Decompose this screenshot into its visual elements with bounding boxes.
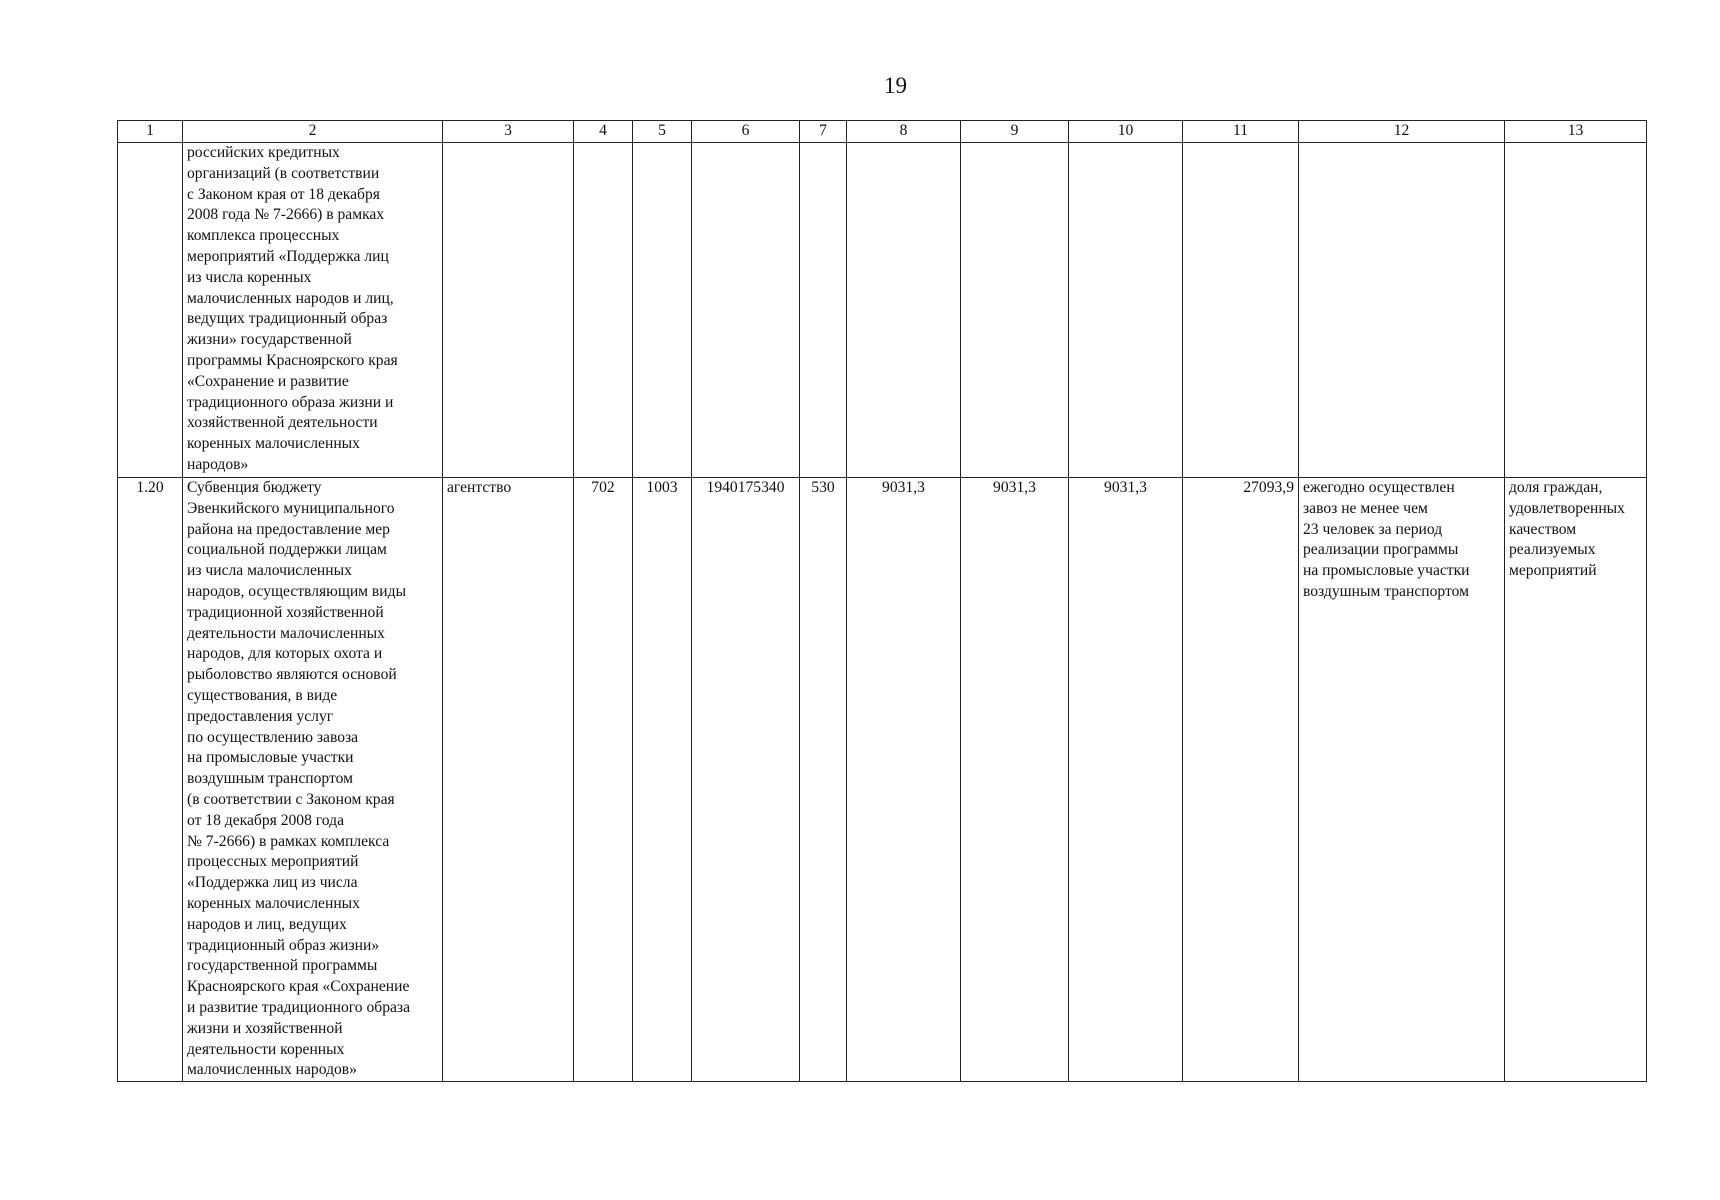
column-header: 7 xyxy=(800,121,847,143)
executor-cell: агентство xyxy=(443,478,574,1082)
amount-cell: 9031,3 xyxy=(1069,478,1183,1082)
column-header: 8 xyxy=(847,121,961,143)
row-number-cell xyxy=(118,143,183,478)
grbs-cell: 702 xyxy=(574,478,633,1082)
column-header: 11 xyxy=(1183,121,1299,143)
column-header: 9 xyxy=(961,121,1069,143)
description-cell: российских кредитных организаций (в соответствии с Законом края от 18 декабря 2008 года № 7-2666) в рамках комплекса процессных мероприятий «Поддержка лиц из числа коренных малочисленных народов и лиц, ведущих традиционный образ жизни» государственной программы Красноярского края «Сохранение и развитие традиционного образа жизни и хозяйственной деятельности коренных малочисленных народов» xyxy=(183,143,443,478)
amount-cell xyxy=(1069,143,1183,478)
result-cell: ежегодно осуществлен завоз не менее чем 23 человек за период реализации программы на промысловые участки воздушным транспортом xyxy=(1299,478,1505,1082)
total-cell: 27093,9 xyxy=(1183,478,1299,1082)
vr-cell xyxy=(800,143,847,478)
table-row xyxy=(118,478,1647,1082)
executor-cell xyxy=(443,143,574,478)
rzpr-cell xyxy=(633,143,692,478)
column-header: 4 xyxy=(574,121,633,143)
rzpr-cell: 1003 xyxy=(633,478,692,1082)
indicator-cell: доля граждан, удовлетворенных качеством реализуемых мероприятий xyxy=(1505,478,1647,1082)
description-cell: Субвенция бюджету Эвенкийского муниципального района на предоставление мер социальной поддержки лицам из числа малочисленных народов, осуществляющим виды традиционной хозяйственной деятельности малочисленных народов, для которых охота и рыболовство являются основой существования, в виде предоставления услуг по осуществлению завоза на промысловые участки воздушным транспортом (в соответствии с Законом края от 18 декабря 2008 года № 7-2666) в рамках комплекса процессных мероприятий «Поддержка лиц из числа коренных малочисленных народов и лиц, ведущих традиционный образ жизни» государственной программы Красноярского края «Сохранение и развитие традиционного образа жизни и хозяйственной деятельности коренных малочисленных народов» xyxy=(183,478,443,1082)
column-header: 6 xyxy=(692,121,800,143)
indicator-cell xyxy=(1505,143,1647,478)
column-number-row xyxy=(118,121,1647,143)
result-cell xyxy=(1299,143,1505,478)
data-table xyxy=(117,120,1647,1082)
amount-cell: 9031,3 xyxy=(847,478,961,1082)
column-header: 13 xyxy=(1505,121,1647,143)
vr-cell: 530 xyxy=(800,478,847,1082)
amount-cell xyxy=(847,143,961,478)
column-header: 5 xyxy=(633,121,692,143)
column-header: 10 xyxy=(1069,121,1183,143)
row-number-cell: 1.20 xyxy=(118,478,183,1082)
column-header: 3 xyxy=(443,121,574,143)
table-row xyxy=(118,143,1647,478)
total-cell xyxy=(1183,143,1299,478)
column-header: 12 xyxy=(1299,121,1505,143)
page-number: 19 xyxy=(884,73,907,98)
csr-cell xyxy=(692,143,800,478)
column-header: 2 xyxy=(183,121,443,143)
grbs-cell xyxy=(574,143,633,478)
amount-cell xyxy=(961,143,1069,478)
csr-cell: 1940175340 xyxy=(692,478,800,1082)
amount-cell: 9031,3 xyxy=(961,478,1069,1082)
column-header: 1 xyxy=(118,121,183,143)
